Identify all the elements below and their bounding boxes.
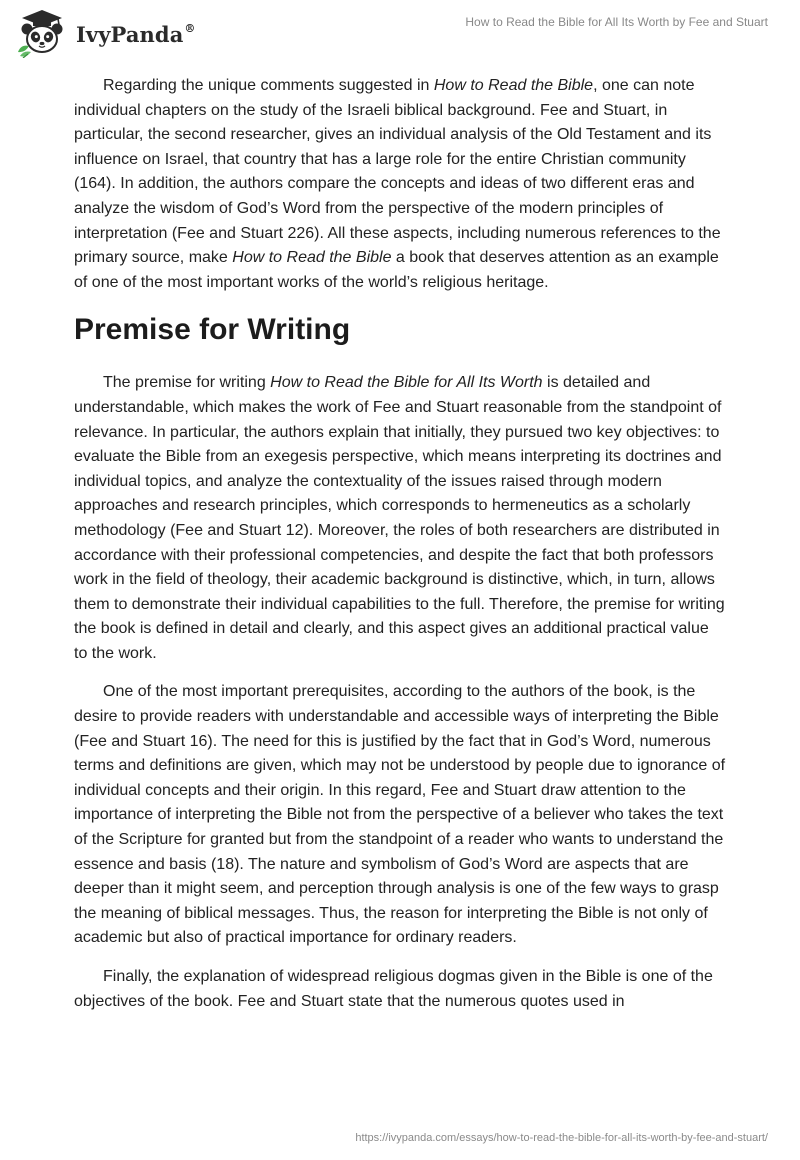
text-run: Regarding the unique comments suggested in xyxy=(103,77,434,94)
book-title-italic: How to Read the Bible xyxy=(232,249,392,267)
panda-graduate-icon xyxy=(14,8,70,58)
logo-name: IvyPanda xyxy=(76,21,184,47)
book-title-italic: How to Read the Bible xyxy=(433,77,594,94)
text-run: One of the most important prerequisites, according to the authors of the book, is the desire to provide readers with understandable and accessible ways of interpreting the Bible (Fee and Stuart 16). The need for this is justified by the fact that in God’s Word, numerous terms and definitions are given, which may not be understood by people due to ignorance of individual concepts and their origin. In this regard, Fee and Stuart draw attention to the importance of interpreting the Bible not from the perspective of a believer who takes the text of the Scripture for granted but from the standpoint of a reader who wants to understand the essence and basis (18). The nature and symbolism of God’s Word are aspects that are deeper than it might seem, and perception through analysis is one of the few ways to grasp the meaning of biblical messages. Thus, the reason for interpreting the Bible is not only of academic but also of practical importance for ordinary readers. xyxy=(74,683,726,947)
ivypanda-logo[interactable] xyxy=(14,8,196,58)
text-run: The premise for writing xyxy=(103,374,271,392)
logo-wordmark xyxy=(76,22,196,47)
page-header xyxy=(0,0,800,64)
text-run: Finally, the explanation of widespread religious dogmas given in the Bible is one of the objectives of the book. Fee and Stuart state that the numerous quotes used in xyxy=(74,968,713,1010)
document-title: How to Read the Bible for All Its Worth by Fee and Stuart xyxy=(465,15,768,29)
book-title-italic: How to Read the Bible for All Its Worth xyxy=(270,374,543,392)
text-run: a book that deserves attention as an example of one of the most important works of the world’s religious heritage. xyxy=(74,249,719,291)
section-heading-premise: Premise for Writing xyxy=(74,313,351,347)
essay-content xyxy=(74,74,726,1028)
text-run: , one can note individual chapters on the study of the Israeli biblical background. Fee and Stuart, in particular, the second researcher, gives an individual analysis of the Old Testament and its influence on Israel, that country that has a large role for the entire Christian community (164). In addition, the authors compare the concepts and ideas of two different eras and analyze the wisdom of God’s Word from the perspective of the modern principles of interpretation (Fee and Stuart 226). All these aspects, including numerous references to the primary source, make xyxy=(74,77,721,267)
text-run: is detailed and understandable, which makes the work of Fee and Stuart reasonable from the standpoint of relevance. In particular, the authors explain that initially, they pursued two key objectives: to evaluate the Bible from an exegesis perspective, which means interpreting its doctrines and individual topics, and analyze the contextuality of the issues raised through modern approaches and research principles, which corresponds to hermeneutics as a scholarly methodology (Fee and Stuart 12). Moreover, the roles of both researchers are distributed in accordance with their professional competencies, and despite the fact that both professors work in the field of theology, their academic background is distinctive, which, in turn, allows them to demonstrate their individual capabilities to the full. Therefore, the premise for writing the book is defined in detail and clearly, and this aspect gives an additional practical value to the work. xyxy=(74,374,725,662)
source-url[interactable]: https://ivypanda.com/essays/how-to-read-the-bible-for-all-its-worth-by-fee-and-stuart/ xyxy=(355,1132,768,1144)
paragraph-prerequisites xyxy=(74,680,726,951)
paragraph-dogmas xyxy=(74,965,726,1014)
registered-mark: ® xyxy=(184,21,196,35)
paragraph-premise xyxy=(74,371,726,666)
paragraph-intro xyxy=(74,74,726,295)
